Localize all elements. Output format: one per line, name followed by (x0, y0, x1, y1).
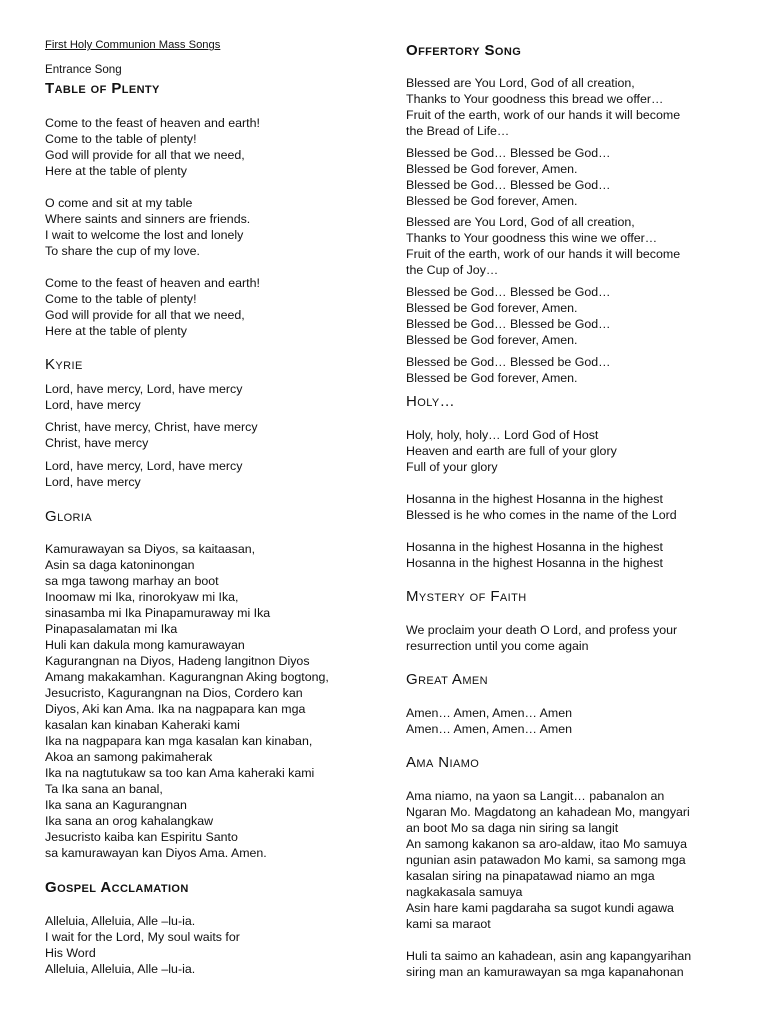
lyric-line: Blessed be God… Blessed be God… (406, 355, 611, 369)
stanza (406, 948, 691, 980)
lyric-line: kasalan siring na pinapatawad niamo an mga (406, 869, 655, 883)
lyric-line: Here at the table of plenty (45, 164, 187, 178)
stanza (406, 705, 572, 737)
lyric-line: Where saints and sinners are friends. (45, 212, 251, 226)
heading-mystery-of-faith: Mystery of Faith (406, 588, 527, 605)
stanza (406, 214, 680, 278)
lyric-line: To share the cup of my love. (45, 244, 200, 258)
lyric-line: Inoomaw mi Ika, rinorokyaw mi Ika, (45, 590, 239, 604)
lyric-line: Asin sa daga katoninongan (45, 558, 195, 572)
lyric-line: nagkakasala samuya (406, 885, 523, 899)
lyric-line: Amang makakamhan. Kagurangnan Aking bogtong, (45, 670, 329, 684)
lyric-line: Heaven and earth are full of your glory (406, 444, 617, 458)
lyric-line: Blessed be God… Blessed be God… (406, 178, 611, 192)
lyric-line: Jesucristo kaiba kan Espiritu Santo (45, 830, 238, 844)
lyric-line: Huli kan dakula mong kamurawayan (45, 638, 245, 652)
lyric-line: I wait to welcome the lost and lonely (45, 228, 244, 242)
lyric-line: Come to the feast of heaven and earth! (45, 276, 260, 290)
entrance-song-label: Entrance Song (45, 63, 122, 76)
lyric-line: Blessed be God forever, Amen. (406, 333, 578, 347)
stanza (45, 913, 240, 977)
lyric-line: siring man an kamurawayan sa mga kapanahonan (406, 965, 684, 979)
lyric-line: Blessed be God forever, Amen. (406, 371, 578, 385)
document-title: First Holy Communion Mass Songs (45, 39, 221, 51)
lyric-line: Blessed is he who comes in the name of the Lord (406, 508, 677, 522)
stanza (45, 458, 242, 490)
lyric-line: Thanks to Your goodness this wine we offer… (406, 231, 658, 245)
lyric-line: Fruit of the earth, work of our hands it will become (406, 247, 681, 261)
lyric-line: Christ, have mercy (45, 436, 149, 450)
lyric-line: Lord, have mercy (45, 398, 141, 412)
heading-offertory-song: Offertory Song (406, 42, 522, 59)
lyric-line: resurrection until you come again (406, 639, 589, 653)
lyric-line: Blessed are You Lord, God of all creation, (406, 76, 635, 90)
lyric-line: sa kamurawayan kan Diyos Ama. Amen. (45, 846, 267, 860)
heading-ama-niamo: Ama Niamo (406, 754, 480, 771)
stanza (45, 195, 250, 259)
stanza (406, 354, 611, 386)
lyric-line: kami sa maraot (406, 917, 491, 931)
lyric-line: An samong kakanon sa aro-aldaw, itao Mo samuya (406, 837, 688, 851)
lyric-line: His Word (45, 946, 96, 960)
lyric-line: the Cup of Joy… (406, 263, 499, 277)
stanza (45, 115, 260, 179)
lyric-line: Blessed be God… Blessed be God… (406, 146, 611, 160)
lyric-line: Ngaran Mo. Magdatong an kahadean Mo, mangyari (406, 805, 690, 819)
lyric-line: Kagurangnan na Diyos, Hadeng langitnon Diyos (45, 654, 310, 668)
lyric-line: Alleluia, Alleluia, Alle –lu-ia. (45, 914, 196, 928)
lyric-line: Akoa an samong pakimaherak (45, 750, 213, 764)
stanza (406, 491, 677, 523)
lyric-line: Amen… Amen, Amen… Amen (406, 722, 572, 736)
lyric-line: Pinapasalamatan mi Ika (45, 622, 178, 636)
lyric-line: Diyos, Aki kan Ama. Ika na nagpapara kan mga (45, 702, 306, 716)
lyric-line: Hosanna in the highest Hosanna in the highest (406, 492, 663, 506)
lyric-line: Hosanna in the highest Hosanna in the highest (406, 540, 663, 554)
lyric-line: sinasamba mi Ika Pinapamuraway mi Ika (45, 606, 271, 620)
lyric-line: Ta Ika sana an banal, (45, 782, 163, 796)
lyric-line: Blessed be God… Blessed be God… (406, 285, 611, 299)
heading-gospel-acclamation: Gospel Acclamation (45, 879, 189, 896)
stanza (45, 541, 329, 861)
heading-kyrie: Kyrie (45, 356, 83, 373)
lyric-line: kasalan kan kinaban Kaheraki kami (45, 718, 240, 732)
lyric-line: Amen… Amen, Amen… Amen (406, 706, 572, 720)
lyric-line: Ama niamo, na yaon sa Langit… pabanalon an (406, 789, 665, 803)
lyric-line: Come to the feast of heaven and earth! (45, 116, 260, 130)
lyric-line: I wait for the Lord, My soul waits for (45, 930, 240, 944)
lyric-line: We proclaim your death O Lord, and profess your (406, 623, 678, 637)
lyric-line: Huli ta saimo an kahadean, asin ang kapangyarihan (406, 949, 692, 963)
lyric-line: Blessed be God forever, Amen. (406, 301, 578, 315)
lyric-line: Holy, holy, holy… Lord God of Host (406, 428, 599, 442)
lyric-line: Lord, have mercy (45, 475, 141, 489)
lyric-line: Full of your glory (406, 460, 498, 474)
stanza (45, 419, 258, 451)
stanza (45, 381, 242, 413)
lyric-line: Alleluia, Alleluia, Alle –lu-ia. (45, 962, 196, 976)
lyric-line: Ika na nagtutukaw sa too kan Ama kaheraki kami (45, 766, 315, 780)
lyric-line: Hosanna in the highest Hosanna in the highest (406, 556, 663, 570)
lyric-line: Here at the table of plenty (45, 324, 187, 338)
stanza (406, 284, 611, 348)
lyric-line: God will provide for all that we need, (45, 308, 245, 322)
stanza (406, 427, 617, 475)
stanza (406, 788, 690, 932)
lyric-line: Come to the table of plenty! (45, 132, 197, 146)
stanza (406, 539, 663, 571)
lyric-line: O come and sit at my table (45, 196, 193, 210)
stanza (406, 145, 611, 209)
lyric-line: Lord, have mercy, Lord, have mercy (45, 382, 243, 396)
lyric-line: Ika sana an Kagurangnan (45, 798, 187, 812)
lyric-line: Blessed be God… Blessed be God… (406, 317, 611, 331)
lyric-line: ngunian asin patawadon Mo kami, sa samong mga (406, 853, 686, 867)
lyric-line: Blessed be God forever, Amen. (406, 194, 578, 208)
stanza (406, 75, 680, 139)
lyric-line: God will provide for all that we need, (45, 148, 245, 162)
lyric-line: Thanks to Your goodness this bread we offer… (406, 92, 664, 106)
lyric-line: Blessed are You Lord, God of all creation, (406, 215, 635, 229)
stanza (45, 275, 260, 339)
lyric-line: sa mga tawong marhay an boot (45, 574, 219, 588)
lyric-line: Jesucristo, Kagurangnan na Dios, Cordero kan (45, 686, 303, 700)
lyric-line: Asin hare kami pagdaraha sa sugot kundi agawa (406, 901, 674, 915)
stanza (406, 622, 677, 654)
lyric-line: Ika sana an orog kahalangkaw (45, 814, 214, 828)
lyric-line: Ika na nagpapara kan mga kasalan kan kinaban, (45, 734, 313, 748)
lyric-line: Lord, have mercy, Lord, have mercy (45, 459, 243, 473)
heading-gloria: Gloria (45, 508, 93, 525)
lyric-line: Kamurawayan sa Diyos, sa kaitaasan, (45, 542, 256, 556)
lyric-line: Come to the table of plenty! (45, 292, 197, 306)
heading-holy: Holy… (406, 393, 456, 410)
lyric-line: Fruit of the earth, work of our hands it will become (406, 108, 681, 122)
lyric-line: Christ, have mercy, Christ, have mercy (45, 420, 258, 434)
lyric-line: Blessed be God forever, Amen. (406, 162, 578, 176)
lyric-line: the Bread of Life… (406, 124, 510, 138)
heading-table-of-plenty: Table of Plenty (45, 80, 160, 97)
lyric-line: an boot Mo sa daga nin siring sa langit (406, 821, 619, 835)
heading-great-amen: Great Amen (406, 671, 488, 688)
